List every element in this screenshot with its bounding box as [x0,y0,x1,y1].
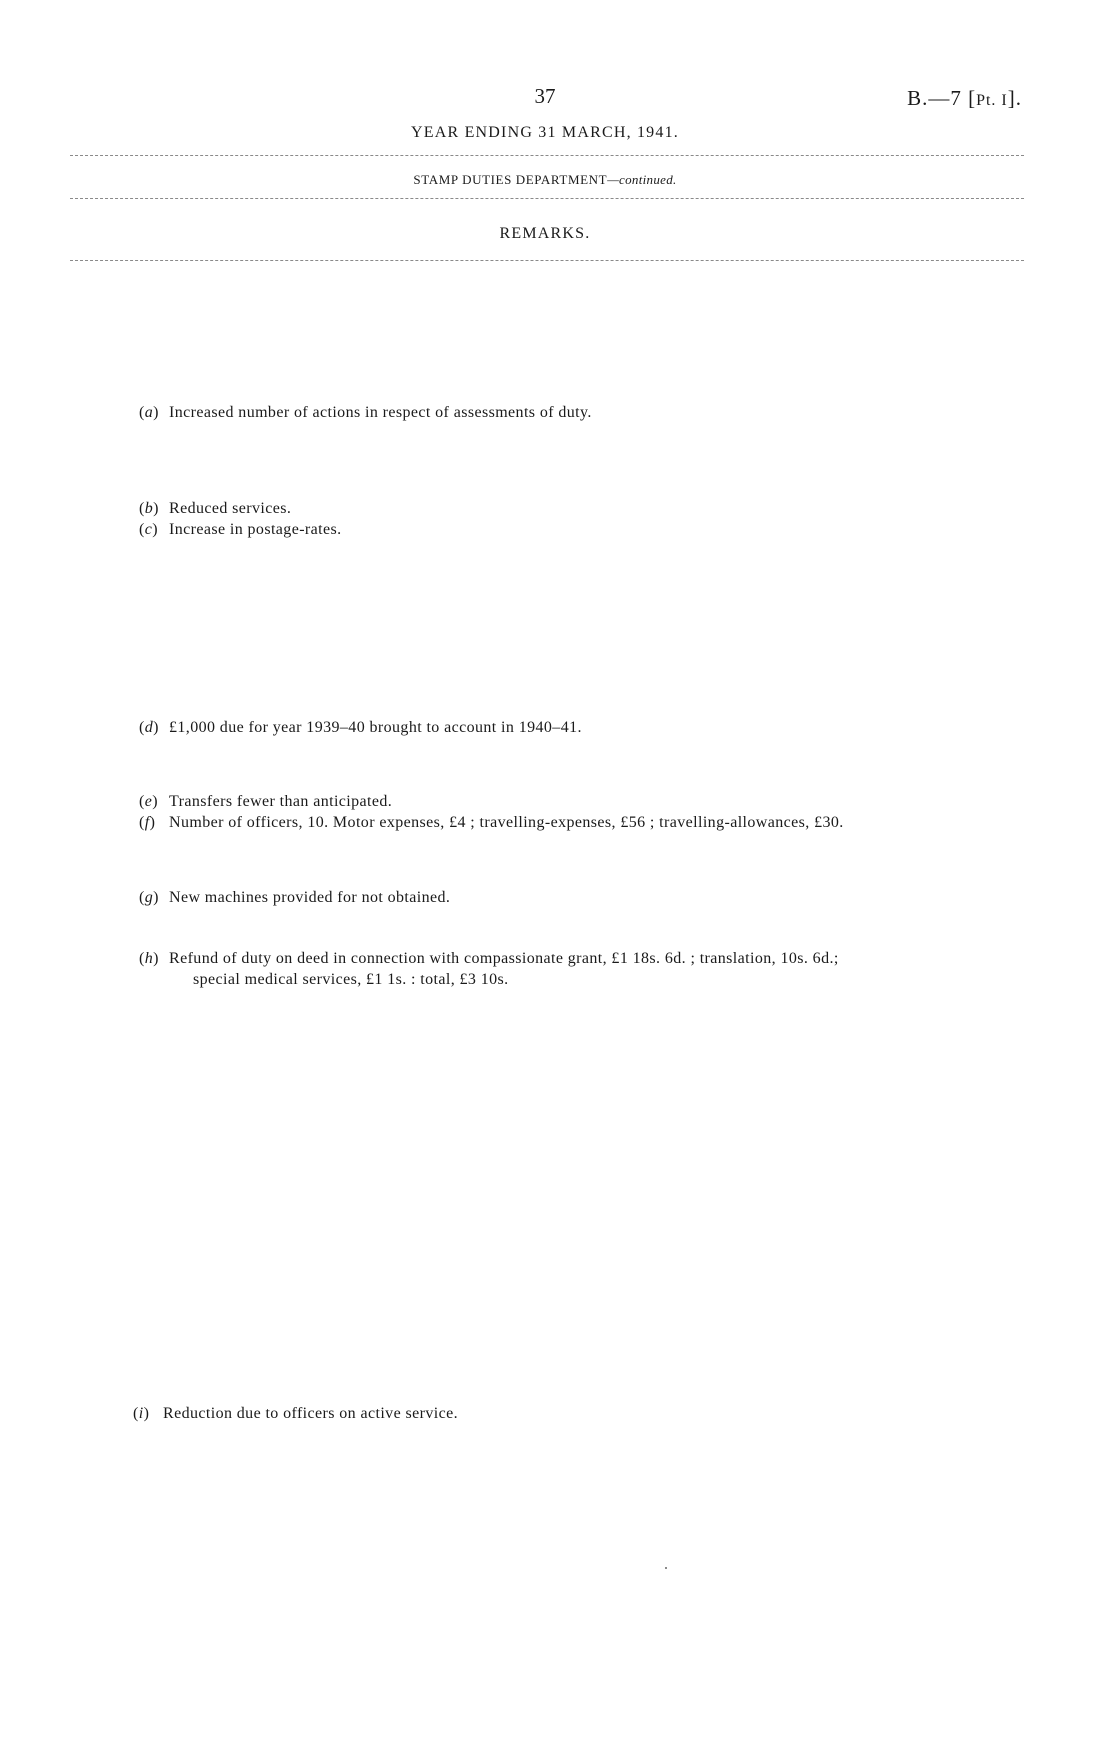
year-heading: YEAR ENDING 31 MARCH, 1941. [411,124,679,141]
remark-d [139,717,582,738]
remark-h [139,948,839,990]
remark-c [139,519,342,540]
department-name: STAMP DUTIES DEPARTMENT [413,172,608,187]
remark-b [139,498,291,519]
remark-label: (f) [139,814,156,831]
page-number: 37 [534,84,556,108]
remark-label: (c) [139,521,158,538]
remark-text: New machines provided for not obtained. [169,889,451,906]
remark-g [139,887,450,908]
doc-ref-part: Pt. I [976,92,1008,109]
remark-label: (b) [139,500,159,517]
remark-text: Reduced services. [169,500,292,517]
remark-label: (g) [139,889,159,906]
remark-text: Transfers fewer than anticipated. [169,793,393,810]
remark-f [139,812,844,833]
department-continued: —continued. [607,172,677,187]
divider-rule [70,260,1024,261]
doc-ref-prefix: B.—7 [ [907,86,977,110]
section-title: REMARKS. [499,225,591,242]
remark-text: Refund of duty on deed in connection with compassionate grant, £1 18s. 6d. ; translation, 10s. 6d.; [169,950,839,967]
remark-label: (i) [133,1405,150,1422]
remark-text: Increased number of actions in respect of assessments of duty. [169,404,592,421]
remark-e [139,791,392,812]
divider-rule [70,198,1024,199]
remark-text: Reduction due to officers on active service. [163,1405,458,1422]
remark-label: (d) [139,719,159,736]
document-reference [907,86,1022,111]
doc-ref-suffix: ]. [1007,86,1022,110]
remark-label: (e) [139,793,158,810]
remark-text-continued: special medical services, £1 1s. : total, £3 10s. [193,971,509,988]
remark-text: £1,000 due for year 1939–40 brought to account in 1940–41. [169,719,582,736]
remark-label: (h) [139,950,159,967]
remark-text: Increase in postage-rates. [169,521,342,538]
remark-text: Number of officers, 10. Motor expenses, £4 ; travelling-expenses, £56 ; travelling-allowances, £30. [169,814,844,831]
remark-i [133,1403,458,1424]
remark-a [139,402,592,423]
remark-label: (a) [139,404,159,421]
paper-speck [665,1567,667,1569]
department-heading [0,172,1090,188]
divider-rule [70,155,1024,156]
